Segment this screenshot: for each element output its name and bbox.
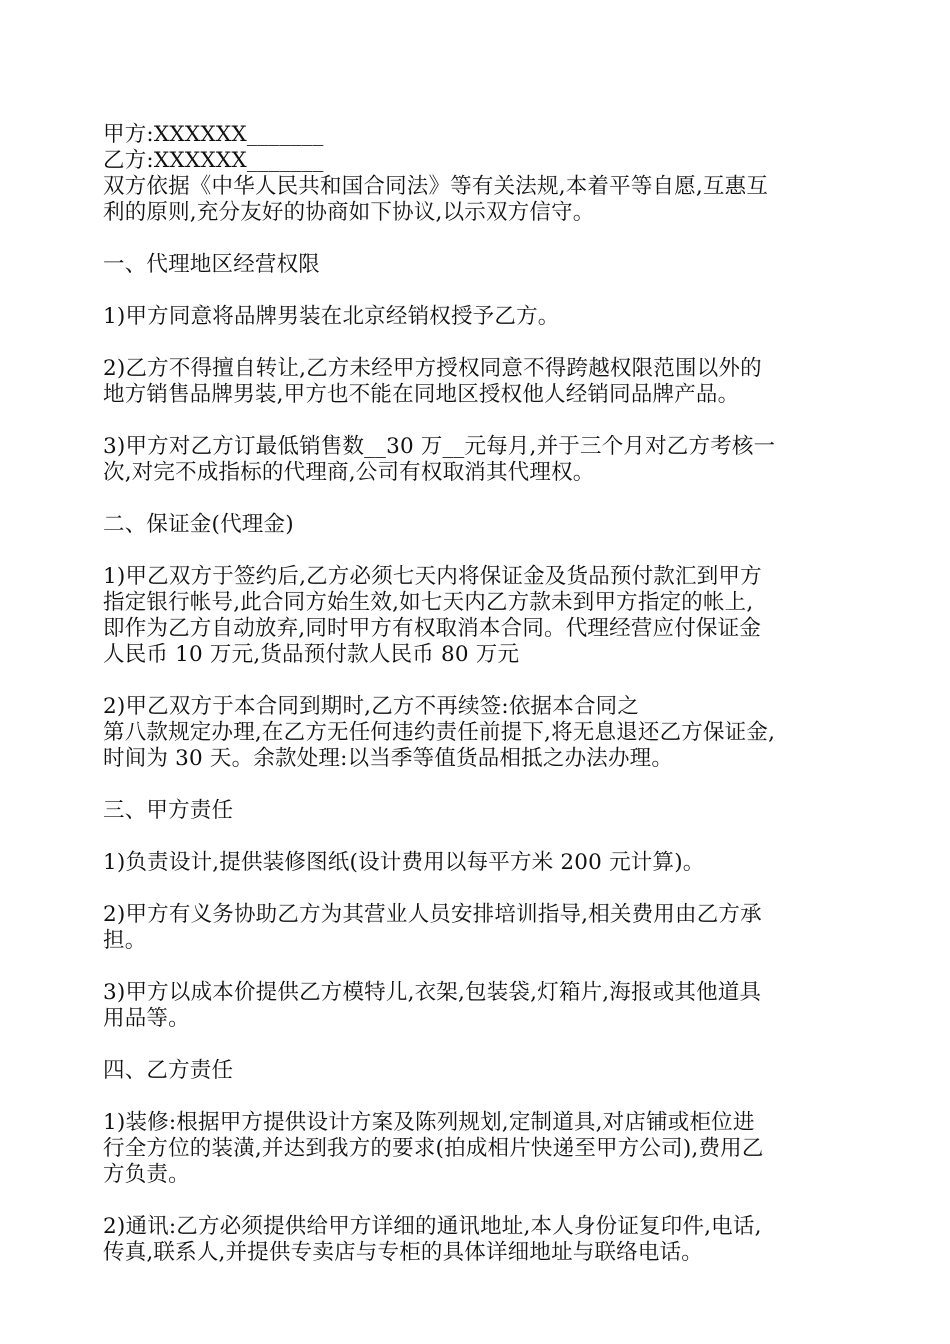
clause-line: 人民币 10 万元,货品预付款人民币 80 万元	[103, 642, 520, 667]
clause-line: 方负责。	[103, 1162, 190, 1187]
clause-line: 指定银行帐号,此合同方始生效,如七天内乙方款未到甲方指定的帐上,	[103, 590, 754, 615]
clause-line: 2)甲乙双方于本合同到期时,乙方不再续签:依据本合同之	[103, 694, 640, 719]
clause-line: 2)乙方不得擅自转让,乙方未经甲方授权同意不得跨越权限范围以外的	[103, 356, 762, 381]
clause-line: 2)通讯:乙方必须提供给甲方详细的通讯地址,本人身份证复印件,电话,	[103, 1214, 762, 1239]
clause-line: 时间为 30 天。余款处理:以当季等值货品相抵之办法办理。	[103, 746, 674, 771]
contract-body	[103, 122, 863, 1266]
clause-line: 担。	[103, 928, 147, 953]
clause-line: 地方销售品牌男装,甲方也不能在同地区授权他人经销同品牌产品。	[103, 382, 740, 407]
section-heading: 三、甲方责任	[103, 798, 234, 823]
preamble-line: 双方依据《中华人民共和国合同法》等有关法规,本着平等自愿,互惠互	[103, 174, 769, 199]
clause-line: 即作为乙方自动放弃,同时甲方有权取消本合同。代理经营应付保证金	[103, 616, 762, 641]
party-a-line: 甲方:XXXXXX_______	[103, 122, 324, 147]
clause-line: 1)负责设计,提供装修图纸(设计费用以每平方米 200 元计算)。	[103, 850, 705, 875]
clause-line: 1)装修:根据甲方提供设计方案及陈列规划,定制道具,对店铺或柜位进	[103, 1110, 755, 1135]
clause-line: 1)甲方同意将品牌男装在北京经销权授予乙方。	[103, 304, 560, 329]
party-b-line: 乙方:XXXXXX_______	[103, 148, 324, 173]
clause-line: 用品等。	[103, 1006, 190, 1031]
clause-line: 传真,联系人,并提供专卖店与专柜的具体详细地址与联络电话。	[103, 1240, 703, 1265]
section-heading: 一、代理地区经营权限	[103, 252, 321, 277]
section-heading: 四、乙方责任	[103, 1058, 234, 1083]
clause-line: 行全方位的装潢,并达到我方的要求(拍成相片快递至甲方公司),费用乙	[103, 1136, 764, 1161]
section-heading: 二、保证金(代理金)	[103, 512, 294, 537]
clause-line: 第八款规定办理,在乙方无任何违约责任前提下,将无息退还乙方保证金,	[103, 720, 776, 745]
clause-line: 3)甲方以成本价提供乙方模特儿,衣架,包装袋,灯箱片,海报或其他道具	[103, 980, 762, 1005]
clause-line: 次,对完不成指标的代理商,公司有权取消其代理权。	[103, 460, 595, 485]
clause-line: 1)甲乙双方于签约后,乙方必须七天内将保证金及货品预付款汇到甲方	[103, 564, 762, 589]
clause-line: 2)甲方有义务协助乙方为其营业人员安排培训指导,相关费用由乙方承	[103, 902, 762, 927]
preamble-line: 利的原则,充分友好的协商如下协议,以示双方信守。	[103, 200, 595, 225]
clause-line: 3)甲方对乙方订最低销售数__30 万__元每月,并于三个月对乙方考核一	[103, 434, 776, 459]
